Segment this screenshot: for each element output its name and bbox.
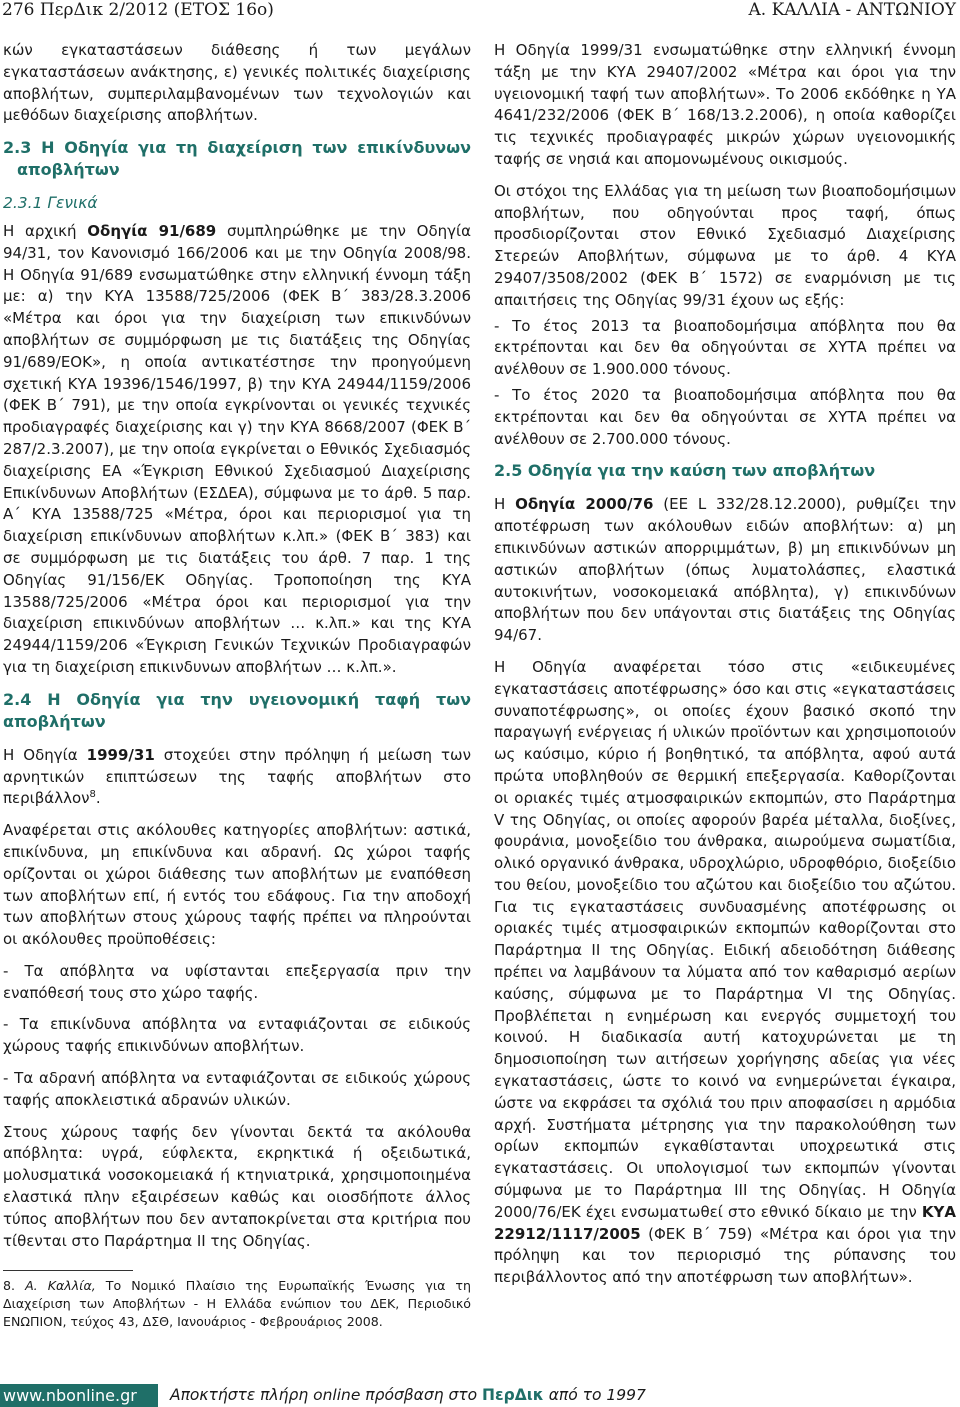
list-item: - Το έτος 2020 τα βιοαποδομήσιμα απόβλητα που θα εκτρέπονται και δεν θα οδηγούνται σε ΧΥΤΑ πρέπει να ανέλθουν σε 2.700.000 τόνους. <box>494 385 956 448</box>
page-header <box>0 0 960 22</box>
directive-ref: Οδηγία 2000/76 <box>515 495 654 514</box>
section-heading-2-5: 2.5 Οδηγία για την καύση των αποβλήτων <box>494 461 876 481</box>
paragraph-directive-2000-76: Η Οδηγία 2000/76 (ΕΕ L 332/28.12.2000), ρυθμίζει την αποτέφρωση των ακόλουθων ειδών αποβλήτων: α) μη επικινδύνων αστικών απορριμμάτων, β) μη επικινδύνων μη αστικών αποβλήτων (όπως λυματολάσπες, ελαστικά αυτοκινήτων, νοσοκομειακά απόβλητα), γ) επικινδύνων αποβλήτων που δεν υπάγονται στις διατάξεις της Οδηγίας 94/67. <box>494 495 956 645</box>
footnote-8: 8. Α. Καλλία, Το Νομικό Πλαίσιο της Ευρωπαϊκής Ένωσης για τη Διαχείριση των Αποβλήτων - Η Ελλάδα ενώπιον του ΔΕΚ, Περιοδικό ΕΝΩΠΙΟΝ, τεύχος 43, ΔΣΘ, Ιανουάριος - Φεβρουάριος 2008. <box>3 1278 471 1329</box>
paragraph-waste-categories: Αναφέρεται στις ακόλουθες κατηγορίες αποβλήτων: αστικά, επικίνδυνα, μη επικίνδυνα και αδρανή. Ως χώροι ταφής ορίζονται οι χώροι διάθεσης των αποβλήτων με εναπόθεση των αποβλήτων επί, ή εντός του εδάφους. Για την αποδοχή των αποβλήτων στους χώρους ταφής πρέπει να πληρούνται οι ακόλουθες προϋποθέσεις: <box>3 821 471 949</box>
directive-ref: 1999/31 <box>86 745 155 764</box>
paragraph-excluded-waste: Στους χώρους ταφής δεν γίνονται δεκτά τα ακόλουθα απόβλητα: υγρά, εύφλεκτα, εκρηκτικά ή οξειδωτικά, μολυσματικά νοσοκομειακά ή κτηνιατρικά, χρησιμοποιημένα ελαστικά πλην εξαιρέσεων καθώς και οιοσδήποτε άλλος τύπος αποβλήτων που δεν ανταποκρίνεται στα κριτήρια που τίθενται στο Παράρτημα ΙΙ της Οδηγίας. <box>3 1122 471 1250</box>
paragraph-directive-91-689: Η αρχική Οδηγία 91/689 συμπληρώθηκε με την Οδηγία 94/31, τον Κανονισμό 166/2006 και με την Οδηγία 2008/98. Η Οδηγία 91/689 ενσωματώθηκε στην ελληνική έννομη τάξη με: α) την ΚΥΑ 13588/725/2006 (ΦΕΚ Β΄ 383/28.3.2006 «Μέτρα και όροι για την διαχείριση των επικινδύνων αποβλήτων σε συμμόρφωση με τις διατάξεις της Οδηγίας 91/689/ΕΟΚ», η οποία αντικατέστησε την προηγούμενη σχετική ΚΥΑ 19396/1546/1997, β) την ΚΥΑ 24944/1159/2006 (ΦΕΚ Β΄ 791), με την οποία εγκρίνονται οι γενικές τεχνικές προδιαγραφές διαχείρισης και γ) την ΚΥΑ 8668/2007 (ΦΕΚ Β΄ 287/2.3.2007), με την οποία εγκρίνεται ο Εθνικός Σχεδιασμός διαχείρισης ΕΑ «Έγκριση Εθνικού Σχεδιασμού Διαχείρισης Επικίνδυνων Αποβλήτων (ΕΣΔΕΑ), σύμφωνα με το άρθ. 5 παρ. Α΄ ΚΥΑ 13588/725 «Μέτρα, όροι και περιορισμοί για τη διαχείριση επικίνδυνων αποβλήτων κ.λπ.» (ΦΕΚ Β΄ 383) και σε συμμόρφωση με τις διατάξεις του άρθ. 7 παρ. 1 της Οδηγίας 91/156/ΕΚ Οδηγίας. Τροποποίηση της ΚΥΑ 13588/725/2006 «Μέτρα όροι και περιορισμοί για την διαχείριση επικινδύνων αποβλήτων … κ.λπ.» και της ΚΥΑ 24944/1159/206 «Έγκριση Γενικών Τεχνικών Προδιαγραφών για τη διαχείριση επικινδυνων αποβλήτων … κ.λπ.». <box>3 221 471 676</box>
section-heading-2-4: 2.4 Η Οδηγία για την υγειονομική ταφή των αποβλήτων <box>3 689 471 731</box>
intro-paragraph: κών εγκαταστάσεων διάθεσης ή των μεγάλων εγκαταστάσεων ανάκτησης, ε) γενικές πολιτικές διαχείρισης αποβλήτων, συμπεριλαμβανομένων των τεχνολογιών και μεθόδων διαχείρισης αποβλήτων. <box>3 41 471 125</box>
footnote-divider <box>3 1270 133 1271</box>
page-footer <box>0 1384 960 1407</box>
list-item: - Τα απόβλητα να υφίστανται επεξεργασία πριν την εναπόθεσή τους στο χώρο ταφής. <box>3 961 471 1002</box>
footer-promo: Αποκτήστε πλήρη online πρόσβαση στο ΠερΔικ από το 1997 <box>170 1386 646 1404</box>
list-item: - Τα επικίνδυνα απόβλητα να ενταφιάζονται σε ειδικούς χώρους ταφής επικινδύνων αποβλήτων. <box>3 1015 471 1056</box>
website-link[interactable]: www.nbonline.gr <box>0 1384 158 1407</box>
article-authors: Α. ΚΑΛΛΙΑ - ΑΝΤΩΝΙΟΥ <box>748 0 956 20</box>
paragraph-greek-targets: Οι στόχοι της Ελλάδας για τη μείωση των βιοαποδομήσιμων αποβλήτων, που οδηγούνται προς ταφή, όπως προσδιορίζονται στον Εθνικό Σχεδιασμό Διαχείρισης Στερεών Αποβλήτων, σύμφωνα με το άρθ. 4 ΚΥΑ 29407/3508/2002 (ΦΕΚ Β΄ 1572) σε εναρμόνιση με τις απαιτήσεις της Οδηγίας 99/31 έχουν ως εξής: <box>494 181 956 309</box>
section-heading-2-3: 2.3 Η Οδηγία για τη διαχείριση των επικίνδυνων αποβλήτων <box>3 138 471 180</box>
paragraph-directive-1999-31: Η Οδηγία 1999/31 στοχεύει στην πρόληψη ή μείωση των αρνητικών επιπτώσεων της ταφής αποβλήτων στο περιβάλλον$^8$. <box>3 745 471 808</box>
kya-ref: ΚΥΑ 22912/1117/2005 <box>494 1202 956 1243</box>
subsection-heading-2-3-1: 2.3.1 Γενικά <box>3 194 98 213</box>
paragraph-transposition: Η Οδηγία 1999/31 ενσωματώθηκε στην ελληνική έννομη τάξη με την ΚΥΑ 29407/2002 «Μέτρα και όροι για την υγειονομική ταφή των αποβλήτων». Το 2006 εκδόθηκε η ΥΑ 4641/232/2006 (ΦΕΚ Β΄ 168/13.2.2006), η οποία καθορίζει τις τεχνικές προδιαγραφές μικρών χώρων υγειονομικής ταφής σε νησιά και απομονωμένους οικισμούς. <box>494 41 956 168</box>
page-number-journal: 276 ΠερΔικ 2/2012 (ΕΤΟΣ 16ο) <box>2 0 274 20</box>
right-column <box>494 40 956 1299</box>
directive-ref: Οδηγία 91/689 <box>87 221 217 240</box>
list-item: - Τα αδρανή απόβλητα να ενταφιάζονται σε ειδικούς χώρους ταφής αποκλειστικά αδρανών υλικών. <box>3 1069 471 1109</box>
brand-name: ΠερΔικ <box>482 1386 544 1404</box>
list-item: - Το έτος 2013 τα βιοαποδομήσιμα απόβλητα που θα εκτρέπονται και δεν θα οδηγούνται σε ΧΥΤΑ πρέπει να ανέλθουν σε 1.900.000 τόνους. <box>494 316 956 379</box>
paragraph-incineration: Η Οδηγία αναφέρεται τόσο στις «ειδικευμένες εγκαταστάσεις αποτέφρωσης» όσο και στις «εγκαταστάσεις συναποτέφρωσης», οι οποίες έχουν βασικό σκοπό την παραγωγή ενέργειας ή υλικών προϊόντων και χρησιμοποιούν ως καύσιμο, κύριο ή βοηθητικό, τα απόβλητα, αφού αυτά πρώτα υποβληθούν σε θερμική επεξεργασία. Καθορίζονται οι οριακές τιμές ατμοσφαιρικών εκπομπών, στο Παράρτημα V της Οδηγίας, οι οποίες αφορούν βαρέα μέταλλα, διοξίνες, φουράνια, μονοξείδιο του άνθρακα, αιωρούμενα σωματίδια, ολικό οργανικό άνθρακα, υδροχλώριο, υδροφθόριο, διοξείδιο του θείου, μονοξείδιο του αζώτου και διοξείδιο του αζώτου. Για τις εγκαταστάσεις συνδυασμένης αποτέφρωσης οι οριακές τιμές ατμοσφαιρικών εκπομπών καθορίζονται στο Παράρτημα ΙΙ της Οδηγίας. Ειδική αδειοδότηση διάθεσης πρέπει να λαμβάνουν τα λύματα από τον καθαρισμό αερίων καύσης, σύμφωνα με το Παράρτημα VI της Οδηγίας. Προβλέπεται η ενημέρωση και ενεργός συμμετοχή του κοινού. Η διαδικασία αυτή κατοχυρώνεται με τη δημοσιοποίηση των αιτήσεων χορήγησης αδείας για νέες εγκαταστάσεις, ώστε το κοινό να ενημερώνεται έγκαιρα, ώστε να εκφράσει τα σχόλιά του πριν αποφασίσει η αρμόδια αρχή. Συστήματα μέτρησης για την παρακολούθηση των ορίων εκπομπών εγκαθίστανται υποχρεωτικά στις εγκαταστάσεις. Οι υπολογισμοί των εκπομπών γίνονται σύμφωνα με το Παράρτημα ΙΙΙ της Οδηγίας. Η Οδηγία 2000/76/ΕΚ έχει ενσωματωθεί στο εθνικό δίκαιο με την ΚΥΑ 22912/1117/2005 (ΦΕΚ Β΄ 759) «Μέτρα και όροι για την πρόληψη και τον περιορισμό της ρύπανσης του περιβάλλοντος από την αποτέφρωση των αποβλήτων». <box>494 657 956 1287</box>
left-column <box>3 40 471 1262</box>
footnote-ref: 8 <box>89 789 96 801</box>
